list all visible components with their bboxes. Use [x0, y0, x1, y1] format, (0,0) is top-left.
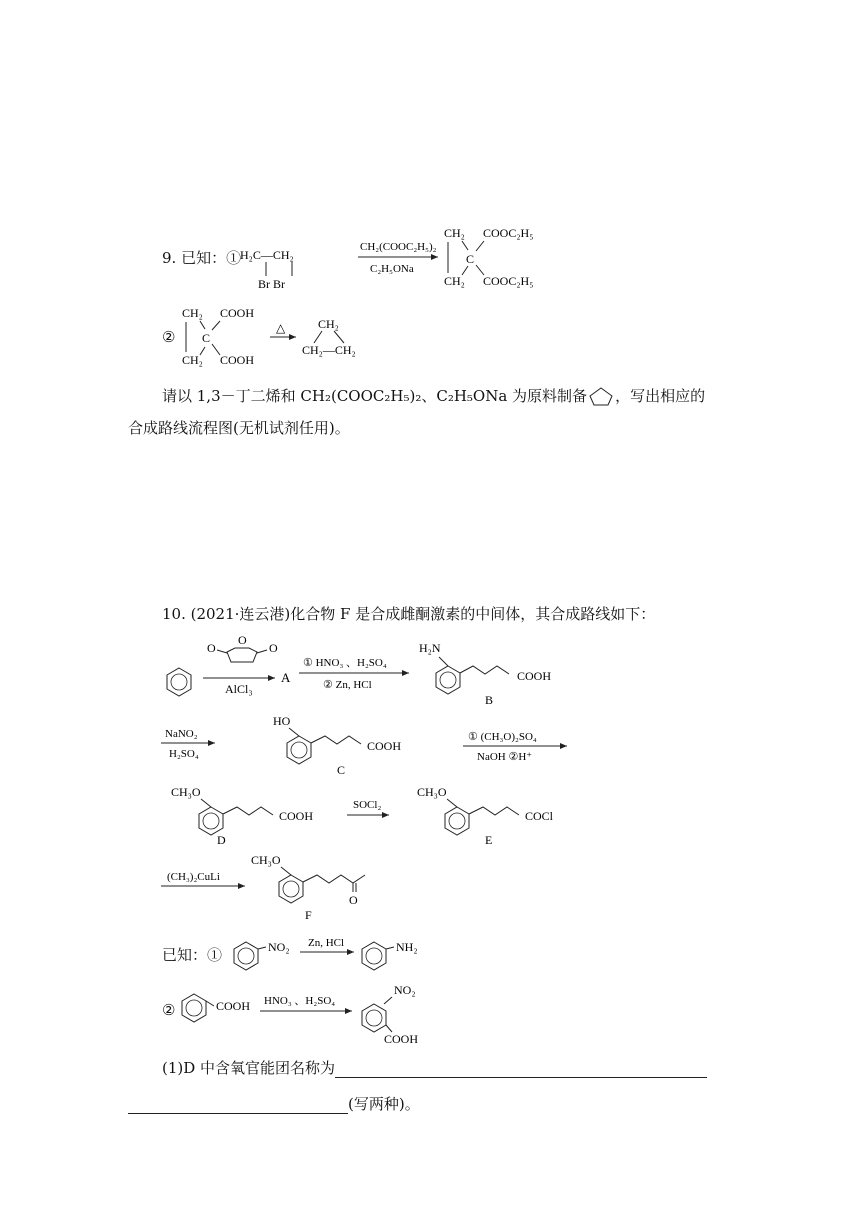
svg-text:CH₃O: CH₃O [251, 853, 281, 867]
answer-blank-2[interactable] [128, 1097, 348, 1114]
compound-E-label: E [485, 833, 493, 847]
svg-text:COOH: COOH [279, 809, 314, 823]
svg-text:C: C [466, 252, 475, 266]
svg-text:② Zn, HCl: ② Zn, HCl [323, 679, 372, 691]
q10-route-row4 [155, 850, 415, 925]
svg-text:O: O [349, 893, 358, 907]
q9-task-line1: 请以 1,3－丁二烯和 CH₂(COOC₂H₅)₂、C₂H₅ONa 为原料制备 ，写出相应的 [162, 387, 706, 405]
q10-route-row2 [155, 710, 575, 780]
compound-B-label: B [485, 693, 494, 707]
cyclopentane-icon [587, 386, 615, 406]
cyclopropane-base: CH₂—CH₂ [302, 343, 356, 357]
svg-text:COOH: COOH [384, 1032, 419, 1046]
svg-text:C: C [202, 331, 211, 345]
svg-text:CH₂: CH₂ [318, 317, 339, 331]
svg-text:H₂SO₄: H₂SO₄ [169, 748, 199, 760]
svg-text:NaNO₂: NaNO₂ [165, 728, 198, 740]
svg-text:HNO₃ 、H₂SO₄: HNO₃ 、H₂SO₄ [264, 995, 336, 1007]
svg-text:NO₂: NO₂ [268, 940, 290, 954]
answer-blank-1[interactable] [335, 1061, 707, 1078]
bromine-substituents: Br Br [258, 277, 285, 291]
svg-text:COOH: COOH [367, 739, 402, 753]
reagent-ethoxide: C₂H₅ONa [370, 263, 414, 275]
q10-route-row1 [155, 632, 575, 712]
compound-A-label: A [281, 670, 291, 685]
svg-text:CH₂: CH₂ [182, 306, 203, 320]
q10-subquestion-1-cont: (写两种)。 [128, 1094, 420, 1114]
q10-known-reaction-2 [178, 980, 458, 1050]
q9-reaction-2 [178, 300, 378, 372]
q10-known-2: ② [162, 1001, 176, 1019]
svg-text:CH₂: CH₂ [444, 226, 465, 240]
q10-intro: 10. (2021·连云港)化合物 F 是合成雌酮激素的中间体，其合成路线如下： [162, 605, 656, 623]
q10-route-row3 [155, 782, 575, 852]
svg-text:CH₂: CH₂ [444, 274, 465, 288]
svg-text:(CH₃)₂CuLi: (CH₃)₂CuLi [167, 871, 220, 883]
svg-text:H₂N: H₂N [419, 641, 441, 655]
svg-text:O: O [238, 633, 247, 647]
svg-text:COOH: COOH [216, 999, 251, 1013]
svg-text:COCl: COCl [525, 809, 554, 823]
svg-text:COOH: COOH [220, 353, 255, 367]
q10-known-reaction-1 [230, 930, 450, 975]
svg-text:COOH: COOH [517, 669, 552, 683]
q9-known-2: ② [162, 328, 176, 346]
svg-text:COOH: COOH [220, 306, 255, 320]
svg-text:CH₃O: CH₃O [171, 785, 201, 799]
reagent-malonate: CH₂(COOC₂H₅)₂ [360, 241, 437, 253]
dibromoethane-label: H₂C—CH₂ [240, 248, 294, 262]
q9-task-line2: 合成路线流程图(无机试剂任用)。 [128, 419, 350, 437]
q10-subquestion-1: (1)D 中含氧官能团名称为 [162, 1058, 707, 1078]
svg-text:NH₂: NH₂ [396, 940, 418, 954]
svg-text:COOC₂H₅: COOC₂H₅ [483, 274, 534, 288]
svg-text:① (CH₃O)₂SO₄: ① (CH₃O)₂SO₄ [468, 731, 537, 743]
svg-text:CH₃O: CH₃O [417, 785, 447, 799]
svg-text:SOCl₂: SOCl₂ [353, 799, 382, 811]
svg-text:AlCl₃: AlCl₃ [225, 682, 253, 696]
heat-symbol: △ [276, 321, 286, 335]
q9-reaction-1 [236, 220, 566, 295]
svg-text:NO₂: NO₂ [394, 983, 416, 997]
svg-text:COOC₂H₅: COOC₂H₅ [483, 226, 534, 240]
svg-text:NaOH ②H⁺: NaOH ②H⁺ [477, 751, 533, 763]
q10-known-label: 已知：① [162, 946, 223, 964]
q9-lead: 9. 已知：① [162, 249, 242, 267]
svg-text:① HNO₃ 、H₂SO₄: ① HNO₃ 、H₂SO₄ [303, 657, 387, 669]
svg-text:CH₂: CH₂ [182, 353, 203, 367]
anhydride-ring [227, 648, 257, 662]
svg-text:O: O [269, 641, 278, 655]
svg-text:Zn, HCl: Zn, HCl [308, 937, 345, 949]
compound-D-label: D [217, 833, 226, 847]
svg-text:O: O [207, 641, 216, 655]
compound-C-label: C [337, 763, 346, 777]
svg-text:HO: HO [273, 714, 291, 728]
compound-F-label: F [305, 908, 312, 922]
